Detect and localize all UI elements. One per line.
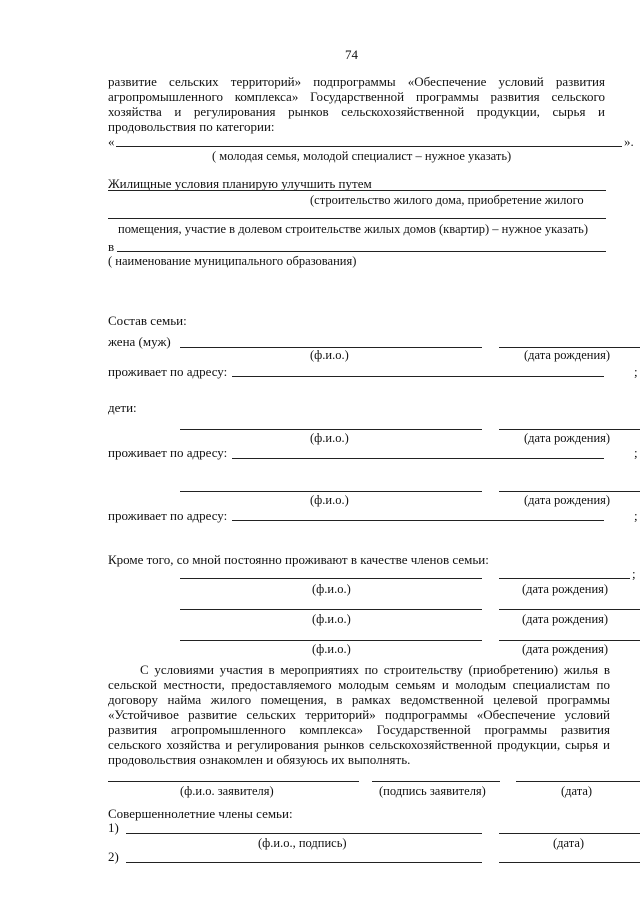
agreement-line-5: развития агропромышленного комплекса» Государственной программы развития <box>108 722 610 737</box>
child1-birth-caption: (дата рождения) <box>524 431 611 445</box>
category-quote-close: ». <box>624 134 634 149</box>
housing-label: Жилищные условия планирую улучшить путем <box>108 176 372 191</box>
category-hint: ( молодая семья, молодой специалист – нужное указать) <box>212 149 512 163</box>
other3-birth-caption: (дата рождения) <box>522 642 609 656</box>
adult1-fio-sign-field[interactable] <box>126 833 482 834</box>
other3-fio-caption: (ф.и.о.) <box>312 642 351 656</box>
intro-line-2: агропромышленного комплекса» Государственной программы развития сельского <box>108 89 605 104</box>
adult1-date-caption: (дата) <box>553 836 585 850</box>
adults-title: Совершеннолетние члены семьи: <box>108 806 293 821</box>
municipality-prefix: в <box>108 239 115 254</box>
intro-line-3: хозяйства и регулирования рынков сельскохозяйственной продукции, сырья и <box>108 104 605 119</box>
adult2-date-field[interactable] <box>499 862 640 863</box>
housing-method-field-2[interactable] <box>108 218 606 219</box>
other1-end: ; <box>632 566 636 581</box>
category-field[interactable] <box>116 146 622 147</box>
child2-address-end: ; <box>634 508 638 523</box>
page-number: 74 <box>345 47 358 62</box>
adult1-date-field[interactable] <box>499 833 640 834</box>
housing-hint-1: (строительство жилого дома, приобретение жилого <box>310 193 584 207</box>
child2-address-field[interactable] <box>232 520 604 521</box>
child1-address-label: проживает по адресу: <box>108 445 228 460</box>
child2-address-label: проживает по адресу: <box>108 508 228 523</box>
child1-fio-field[interactable] <box>180 429 482 430</box>
applicant-fio-field[interactable] <box>108 781 359 782</box>
child1-birth-field[interactable] <box>499 429 640 430</box>
other3-fio-field[interactable] <box>180 640 482 641</box>
applicant-sign-caption: (подпись заявителя) <box>379 784 486 798</box>
housing-method-field[interactable] <box>108 190 606 191</box>
other2-fio-field[interactable] <box>180 609 482 610</box>
spouse-label: жена (муж) <box>108 334 171 349</box>
category-quote-open: « <box>108 134 115 149</box>
agreement-line-1: С условиями участия в мероприятиях по строительству (приобретению) жилья в <box>140 662 610 677</box>
other2-birth-caption: (дата рождения) <box>522 612 609 626</box>
child2-birth-field[interactable] <box>499 491 640 492</box>
family-title: Состав семьи: <box>108 313 187 328</box>
intro-line-4: продовольствия по категории: <box>108 119 275 134</box>
children-label: дети: <box>108 400 137 415</box>
applicant-date-field[interactable] <box>516 781 640 782</box>
applicant-sign-field[interactable] <box>372 781 500 782</box>
applicant-fio-caption: (ф.и.о. заявителя) <box>180 784 274 798</box>
child2-fio-field[interactable] <box>180 491 482 492</box>
other1-fio-field[interactable] <box>180 578 482 579</box>
adult2-fio-sign-field[interactable] <box>126 862 482 863</box>
other2-birth-field[interactable] <box>499 609 640 610</box>
agreement-line-7: продовольствия ознакомлен и обязуюсь их выполнять. <box>108 752 411 767</box>
other1-birth-field[interactable] <box>499 578 630 579</box>
child2-fio-caption: (ф.и.о.) <box>310 493 349 507</box>
other1-birth-caption: (дата рождения) <box>522 582 609 596</box>
agreement-line-3: договору найма жилого помещения, в рамках ведомственной целевой программы <box>108 692 610 707</box>
housing-hint-2: помещения, участие в долевом строительстве жилых домов (квартир) – нужное указать) <box>118 222 589 236</box>
spouse-birth-caption: (дата рождения) <box>524 348 611 362</box>
adult1-number: 1) <box>108 820 119 835</box>
other2-fio-caption: (ф.и.о.) <box>312 612 351 626</box>
spouse-address-field[interactable] <box>232 376 604 377</box>
agreement-line-2: сельской местности, предоставляемого молодым семьям и молодым специалистам по <box>108 677 610 692</box>
spouse-fio-caption: (ф.и.о.) <box>310 348 349 362</box>
other1-fio-caption: (ф.и.о.) <box>312 582 351 596</box>
municipality-field[interactable] <box>117 251 606 252</box>
child2-birth-caption: (дата рождения) <box>524 493 611 507</box>
other3-birth-field[interactable] <box>499 640 640 641</box>
agreement-line-6: сельского хозяйства и регулирования рынков сельскохозяйственной продукции, сырья и <box>108 737 610 752</box>
child1-address-end: ; <box>634 445 638 460</box>
other-members-text: Кроме того, со мной постоянно проживают в качестве членов семьи: <box>108 552 489 567</box>
child1-address-field[interactable] <box>232 458 604 459</box>
child1-fio-caption: (ф.и.о.) <box>310 431 349 445</box>
applicant-date-caption: (дата) <box>561 784 593 798</box>
agreement-line-4: «Устойчивое развитие сельских территорий» подпрограммы «Обеспечение условий <box>108 707 610 722</box>
municipality-hint: ( наименование муниципального образования) <box>108 254 357 268</box>
adult2-number: 2) <box>108 849 119 864</box>
intro-line-1: развитие сельских территорий» подпрограммы «Обеспечение условий развития <box>108 74 605 89</box>
spouse-address-label: проживает по адресу: <box>108 364 228 379</box>
spouse-address-end: ; <box>634 364 638 379</box>
adult1-fio-caption: (ф.и.о., подпись) <box>258 836 347 850</box>
